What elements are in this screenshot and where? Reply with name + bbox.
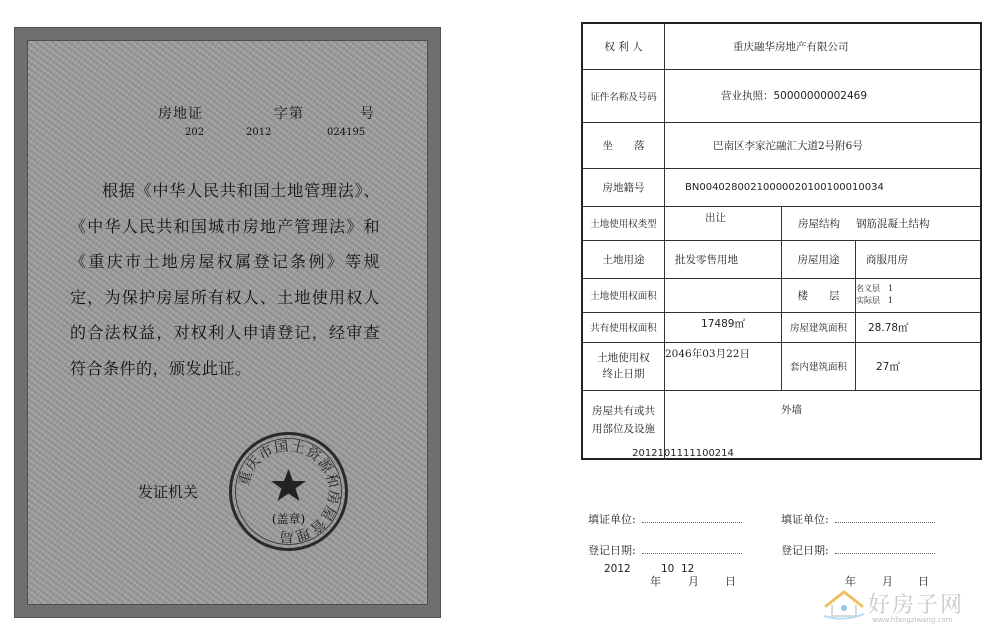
official-seal	[226, 429, 351, 554]
day-char-1: 日	[725, 575, 736, 588]
shared-parts-label-1: 房屋共有或共	[592, 405, 655, 417]
seal-star-icon	[271, 469, 306, 501]
day-char-2: 日	[918, 575, 929, 588]
serial-number: 2012101111100214	[632, 447, 734, 459]
seal-text: 重庆市国土资源和房屋管理局	[236, 438, 342, 545]
table-row	[583, 69, 980, 123]
building-area-value: 28.78㎡	[868, 321, 909, 334]
cert-num-a: 202	[185, 127, 205, 138]
site-watermark	[822, 586, 992, 626]
reg-month-value: 10	[661, 563, 675, 575]
seal-center: (盖章)	[271, 512, 306, 526]
table-row	[583, 206, 980, 241]
shared-land-value: 17489㎡	[665, 312, 782, 342]
floor-actual-label: 实际层	[856, 296, 880, 305]
location-value: 巴南区李家沱融汇大道2号附6号	[713, 139, 863, 152]
property-info-table	[581, 22, 982, 460]
cert-label: 证件名称及号码	[583, 69, 665, 122]
structure-label: 房屋结构	[798, 217, 840, 230]
land-purpose-label: 土地用途	[583, 240, 665, 278]
structure-value: 钢筋混凝土结构	[856, 217, 930, 230]
owner-value: 重庆融华房地产有限公司	[733, 41, 849, 53]
table-row	[583, 390, 980, 460]
land-purpose-value: 批发零售用地	[665, 240, 782, 278]
issuer-label: 发证机关	[138, 483, 199, 501]
reg-date-label-1: 登记日期:	[588, 544, 636, 557]
reg-day-value: 12	[681, 563, 695, 575]
term-label-2: 终止日期	[602, 368, 645, 380]
shared-parts-value: 外墙	[781, 404, 802, 416]
watermark-url: www.hfangziwang.com	[872, 616, 953, 624]
title-zidi: 字第	[274, 106, 304, 122]
house-logo-icon	[822, 586, 866, 620]
reg-date-line-1	[642, 553, 742, 554]
shared-land-label: 共有使用权面积	[583, 312, 665, 342]
fill-unit-label-1: 填证单位:	[588, 513, 636, 526]
cert-num-c: 024195	[327, 127, 366, 138]
location-label: 坐 落	[583, 122, 665, 168]
owner-label: 权 利 人	[583, 24, 665, 69]
house-purpose-label: 房屋用途	[782, 240, 856, 278]
floor-values	[856, 278, 982, 312]
land-area-value	[665, 278, 782, 312]
table-row	[583, 24, 980, 70]
title-hao: 号	[360, 106, 375, 122]
reg-year-value: 2012	[604, 563, 631, 575]
month-char-1: 月	[688, 575, 699, 588]
floor-label: 楼 层	[782, 278, 856, 312]
table-row	[583, 168, 980, 207]
register-value: BN00402800210000020100100010034	[685, 181, 884, 193]
land-use-type-label: 土地使用权类型	[583, 206, 665, 240]
fill-unit-line-2	[835, 522, 935, 523]
table-row	[583, 342, 980, 391]
table-row	[583, 278, 980, 313]
term-label-1: 土地使用权	[597, 352, 650, 364]
watermark-text: 好房子网	[868, 593, 965, 618]
inner-area-label: 套内建筑面积	[782, 342, 856, 390]
fill-unit-label-2: 填证单位:	[781, 513, 829, 526]
cover-inner-panel	[27, 40, 428, 605]
cert-num-b: 2012	[246, 127, 272, 138]
table-row	[583, 240, 980, 279]
shared-parts-label-2: 用部位及设施	[592, 423, 655, 435]
floor-nominal-label: 名义层	[856, 284, 880, 293]
title-cert: 房地证	[158, 106, 203, 122]
inner-area-value: 27㎡	[876, 360, 900, 373]
month-char-2: 月	[882, 575, 893, 588]
land-area-label: 土地使用权面积	[583, 278, 665, 312]
fill-unit-line-1	[642, 522, 742, 523]
table-row	[583, 312, 980, 343]
building-area-label: 房屋建筑面积	[782, 312, 856, 342]
cert-value: 营业执照：50000000002469	[721, 90, 868, 102]
term-label	[583, 342, 665, 390]
land-use-type-value: 出让	[665, 206, 782, 240]
year-char-1: 年	[650, 575, 661, 588]
register-label: 房地籍号	[583, 168, 665, 206]
floor-actual-value: 1	[888, 296, 894, 305]
floor-nominal-value: 1	[888, 284, 894, 293]
house-purpose-value: 商服用房	[866, 253, 908, 266]
reg-date-label-2: 登记日期:	[781, 544, 829, 557]
term-value: 2046年03月22日	[665, 342, 782, 390]
legal-statement: 根据《中华人民共和国土地管理法》、《中华人民共和国城市房地产管理法》和《重庆市土地房屋权属登记条例》等规定，为保护房屋所有权人、土地使用权人的合法权益，对权利人申请登记，经审查符合条件的，颁发此证。	[70, 181, 380, 378]
certificate-cover-page	[14, 27, 441, 618]
reg-date-line-2	[835, 553, 935, 554]
table-row	[583, 122, 980, 169]
year-char-2: 年	[845, 575, 856, 588]
